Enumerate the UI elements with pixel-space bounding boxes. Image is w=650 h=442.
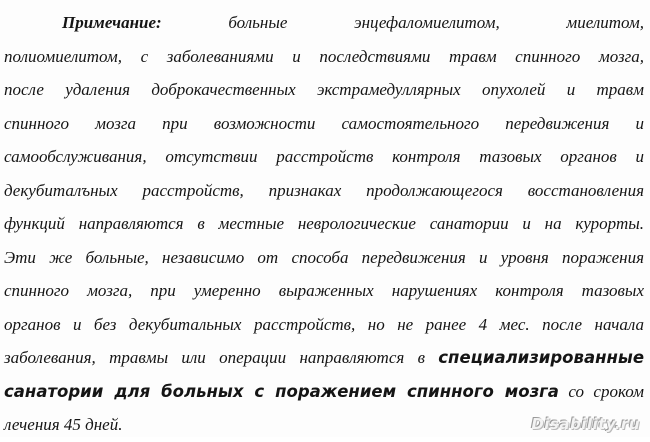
text-line-6: декубиталъных расстройств, признаках продолжающегося восстановления bbox=[4, 180, 644, 200]
emphasis-text: специализированные bbox=[438, 348, 645, 367]
note-paragraph bbox=[4, 6, 644, 442]
emphasis-text: санатории для больных с поражением спинного мозга bbox=[4, 381, 559, 401]
text-line-8: Эти же больные, независимо от способа передвижения и уровня поражения bbox=[4, 247, 644, 267]
text-line-5: самообслуживания, отсутствии расстройств контроля тазовых органов и bbox=[4, 147, 644, 166]
text-line-3: после удаления доброкачественных экстрамедуллярных опухолей и травм bbox=[4, 80, 644, 99]
line-text: больные энцефаломиелитом, миелитом, bbox=[228, 13, 644, 32]
text-line-13: лечения 45 дней. bbox=[4, 415, 123, 434]
line-text: со сроком bbox=[568, 381, 644, 401]
text-line-9: спинного мозга, при умеренно выраженных нарушениях контроля тазовых bbox=[4, 281, 644, 300]
text-line-12 bbox=[4, 375, 644, 409]
text-line-4: спинного мозга при возможности самостоятельного передвижения и bbox=[4, 113, 644, 133]
text-line-11 bbox=[4, 341, 644, 375]
text-line-1 bbox=[4, 6, 644, 40]
text-line-10: органов и без декубитальных расстройств, но не ранее 4 мес. после начала bbox=[4, 314, 644, 334]
note-label: Примечание: bbox=[62, 13, 162, 32]
line-text: заболевания, травмы или операции направляются в bbox=[4, 348, 425, 367]
watermark-logo: Disability.ru bbox=[531, 415, 640, 433]
text-line-7: функций направляются в местные неврологические санатории и на курорты. bbox=[4, 214, 644, 233]
text-line-2: полиомиелитом, с заболеваниями и последствиями травм спинного мозга, bbox=[4, 46, 644, 66]
